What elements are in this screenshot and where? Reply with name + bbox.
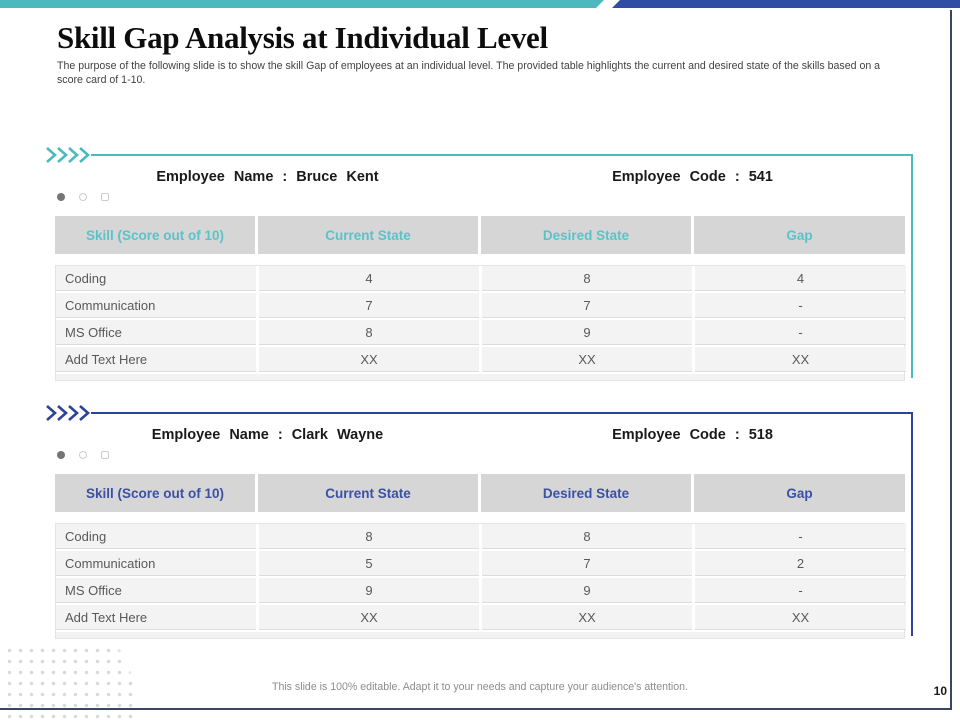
current-cell: 9 [259,578,479,603]
desired-cell: 8 [482,524,692,549]
skill-cell: Communication [56,551,256,576]
chevrons-right-icon [45,147,91,163]
indicator-square-outline-icon [101,193,109,201]
slide-indicator-dots [57,451,109,459]
employee-code: Employee Code : 541 [612,169,773,185]
table-row [56,347,904,374]
current-cell: 4 [259,266,479,291]
panel-top-line [91,412,913,414]
panel-right-border [911,412,913,636]
table-row [56,524,904,551]
column-header-desired-state: Desired State [481,474,691,512]
table-row [56,266,904,293]
page-subtitle: The purpose of the following slide is to show the skill Gap of employees at an individual level. The provided table highlights the current and desired state of the skills based on a score card of 1-10. [57,60,881,87]
panel-top-line [91,154,913,156]
gap-cell: - [695,524,906,549]
employee-name: Employee Name : Clark Wayne [151,427,384,443]
desired-cell: XX [482,347,692,372]
gap-cell: - [695,293,906,318]
gap-cell: - [695,320,906,345]
employee-panel-bruce-kent [45,147,913,380]
table-row [56,551,904,578]
panel-right-border [911,154,913,378]
table-header-row [55,474,905,512]
skill-gap-table [55,216,905,381]
gap-cell: - [695,578,906,603]
skill-gap-table [55,474,905,639]
indicator-dot-outline-icon [79,193,87,201]
gap-cell: 2 [695,551,906,576]
desired-cell: 8 [482,266,692,291]
slide-indicator-dots [57,193,109,201]
table-header-row [55,216,905,254]
table-body [55,523,905,639]
current-cell: XX [259,605,479,630]
column-header-current-state: Current State [258,474,478,512]
page-title: Skill Gap Analysis at Individual Level [57,20,548,55]
skill-cell: Communication [56,293,256,318]
desired-cell: 9 [482,320,692,345]
page-number: 10 [933,684,947,698]
employee-name: Employee Name : Bruce Kent [156,169,379,185]
table-body [55,265,905,381]
column-header-desired-state: Desired State [481,216,691,254]
indicator-dot-filled-icon [57,193,65,201]
table-row [56,578,904,605]
top-bar-navy-segment [612,0,960,8]
desired-cell: XX [482,605,692,630]
skill-cell: Add Text Here [56,605,256,630]
slide-bottom-border [0,708,952,710]
employee-header-row [55,169,905,185]
current-cell: 5 [259,551,479,576]
desired-cell: 7 [482,551,692,576]
current-cell: 7 [259,293,479,318]
employee-panel-clark-wayne [45,405,913,638]
column-header-skill: Skill (Score out of 10) [55,474,255,512]
table-row [56,293,904,320]
slide-right-border [950,10,952,710]
chevrons-right-icon [45,405,91,421]
current-cell: 8 [259,320,479,345]
column-header-skill: Skill (Score out of 10) [55,216,255,254]
column-header-gap: Gap [694,474,905,512]
table-row [56,320,904,347]
employee-header-row [55,427,905,443]
table-bottom-strip [56,632,904,638]
indicator-dot-filled-icon [57,451,65,459]
skill-cell: MS Office [56,320,256,345]
gap-cell: XX [695,347,906,372]
desired-cell: 9 [482,578,692,603]
gap-cell: 4 [695,266,906,291]
table-row [56,605,904,632]
employee-code: Employee Code : 518 [612,427,773,443]
skill-cell: Coding [56,266,256,291]
desired-cell: 7 [482,293,692,318]
indicator-dot-outline-icon [79,451,87,459]
current-cell: 8 [259,524,479,549]
current-cell: XX [259,347,479,372]
column-header-current-state: Current State [258,216,478,254]
skill-cell: Coding [56,524,256,549]
footer-note: This slide is 100% editable. Adapt it to your needs and capture your audience's attention. [271,681,689,693]
column-header-gap: Gap [694,216,905,254]
gap-cell: XX [695,605,906,630]
table-bottom-strip [56,374,904,380]
skill-cell: Add Text Here [56,347,256,372]
skill-cell: MS Office [56,578,256,603]
top-bar-teal-segment [0,0,604,8]
indicator-square-outline-icon [101,451,109,459]
